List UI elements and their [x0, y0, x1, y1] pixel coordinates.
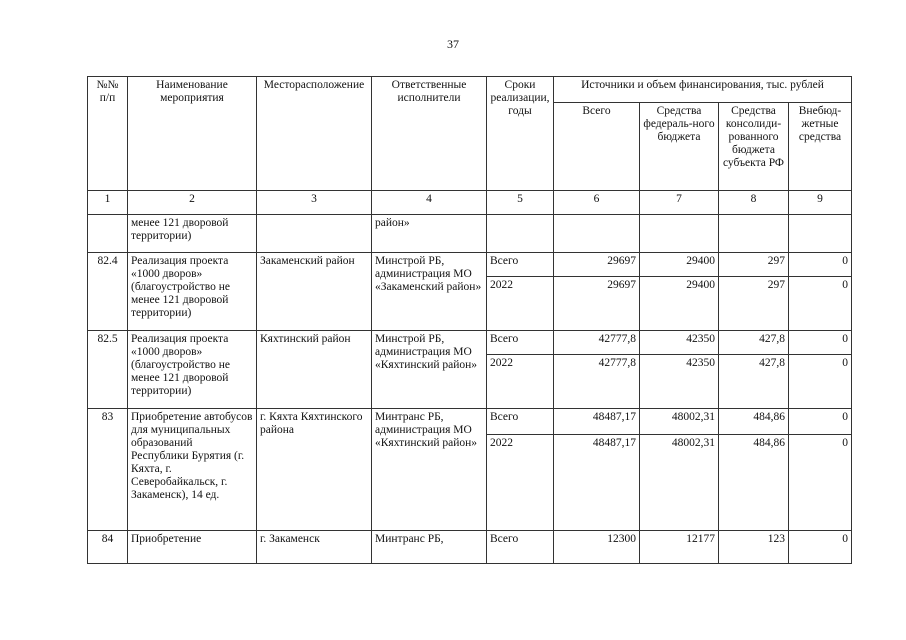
row-responsible: Минтранс РБ,	[372, 531, 487, 564]
row-federal: 29400	[640, 253, 719, 277]
continuation-responsible: район»	[372, 215, 487, 253]
row-period: 2022	[487, 355, 554, 409]
row-total: 12300	[554, 531, 640, 564]
row-federal: 42350	[640, 331, 719, 355]
row-extra: 0	[789, 355, 852, 409]
header-responsible: Ответственные исполнители	[372, 77, 487, 191]
row-total: 42777,8	[554, 355, 640, 409]
column-numbers-row	[88, 191, 852, 215]
header-location: Месторасположение	[257, 77, 372, 191]
row-total: 29697	[554, 253, 640, 277]
row-number: 84	[88, 531, 128, 564]
row-extra: 0	[789, 277, 852, 331]
row-name: Приобретение автобусов для муниципальных образований Республики Бурятия (г. Кяхта, г. Северобайкальск, г. Закаменск), 14 ед.	[128, 409, 257, 531]
column-number: 8	[719, 191, 789, 215]
header-total: Всего	[554, 103, 640, 191]
row-extra: 0	[789, 253, 852, 277]
table-row	[88, 331, 852, 355]
row-name: Приобретение	[128, 531, 257, 564]
column-number: 9	[789, 191, 852, 215]
row-federal: 48002,31	[640, 435, 719, 531]
row-federal: 29400	[640, 277, 719, 331]
header-extra: Внебюд-жетные средства	[789, 103, 852, 191]
continuation-row	[88, 215, 852, 253]
continuation-name: менее 121 дворовой территории)	[128, 215, 257, 253]
row-number: 82.4	[88, 253, 128, 331]
row-regional: 297	[719, 277, 789, 331]
row-location: г. Закаменск	[257, 531, 372, 564]
row-total: 29697	[554, 277, 640, 331]
row-period: 2022	[487, 277, 554, 331]
row-period: Всего	[487, 409, 554, 435]
row-extra: 0	[789, 409, 852, 435]
table-row	[88, 253, 852, 277]
financing-table	[87, 76, 852, 564]
row-federal: 48002,31	[640, 409, 719, 435]
row-regional: 484,86	[719, 435, 789, 531]
row-extra: 0	[789, 331, 852, 355]
table-row	[88, 531, 852, 564]
column-number: 3	[257, 191, 372, 215]
row-extra: 0	[789, 435, 852, 531]
column-number: 2	[128, 191, 257, 215]
row-total: 42777,8	[554, 331, 640, 355]
row-location: Кяхтинский район	[257, 331, 372, 409]
row-name: Реализация проекта «1000 дворов» (благоустройство не менее 121 дворовой территории)	[128, 331, 257, 409]
row-total: 48487,17	[554, 409, 640, 435]
row-number: 83	[88, 409, 128, 531]
header-regional: Средства консолиди-рованного бюджета субъекта РФ	[719, 103, 789, 191]
column-number: 6	[554, 191, 640, 215]
column-number: 1	[88, 191, 128, 215]
row-regional: 297	[719, 253, 789, 277]
row-location: г. Кяхта Кяхтинского района	[257, 409, 372, 531]
row-extra: 0	[789, 531, 852, 564]
row-period: 2022	[487, 435, 554, 531]
column-number: 4	[372, 191, 487, 215]
row-location: Закаменский район	[257, 253, 372, 331]
header-no: №№ п/п	[88, 77, 128, 191]
header-sources: Источники и объем финансирования, тыс. рублей	[554, 77, 852, 103]
row-responsible: Минстрой РБ, администрация МО «Кяхтинский район»	[372, 331, 487, 409]
row-regional: 123	[719, 531, 789, 564]
row-responsible: Минтранс РБ, администрация МО «Кяхтинский район»	[372, 409, 487, 531]
row-name: Реализация проекта «1000 дворов» (благоустройство не менее 121 дворовой территории)	[128, 253, 257, 331]
row-regional: 484,86	[719, 409, 789, 435]
row-federal: 12177	[640, 531, 719, 564]
column-number: 5	[487, 191, 554, 215]
header-federal: Средства федераль-ного бюджета	[640, 103, 719, 191]
column-number: 7	[640, 191, 719, 215]
row-regional: 427,8	[719, 355, 789, 409]
table-row	[88, 409, 852, 435]
row-responsible: Минстрой РБ, администрация МО «Закаменский район»	[372, 253, 487, 331]
row-federal: 42350	[640, 355, 719, 409]
row-number: 82.5	[88, 331, 128, 409]
row-regional: 427,8	[719, 331, 789, 355]
row-period: Всего	[487, 531, 554, 564]
row-period: Всего	[487, 253, 554, 277]
row-total: 48487,17	[554, 435, 640, 531]
header-name: Наименование мероприятия	[128, 77, 257, 191]
row-period: Всего	[487, 331, 554, 355]
page-number: 37	[447, 37, 459, 51]
header-period: Сроки реализации, годы	[487, 77, 554, 191]
